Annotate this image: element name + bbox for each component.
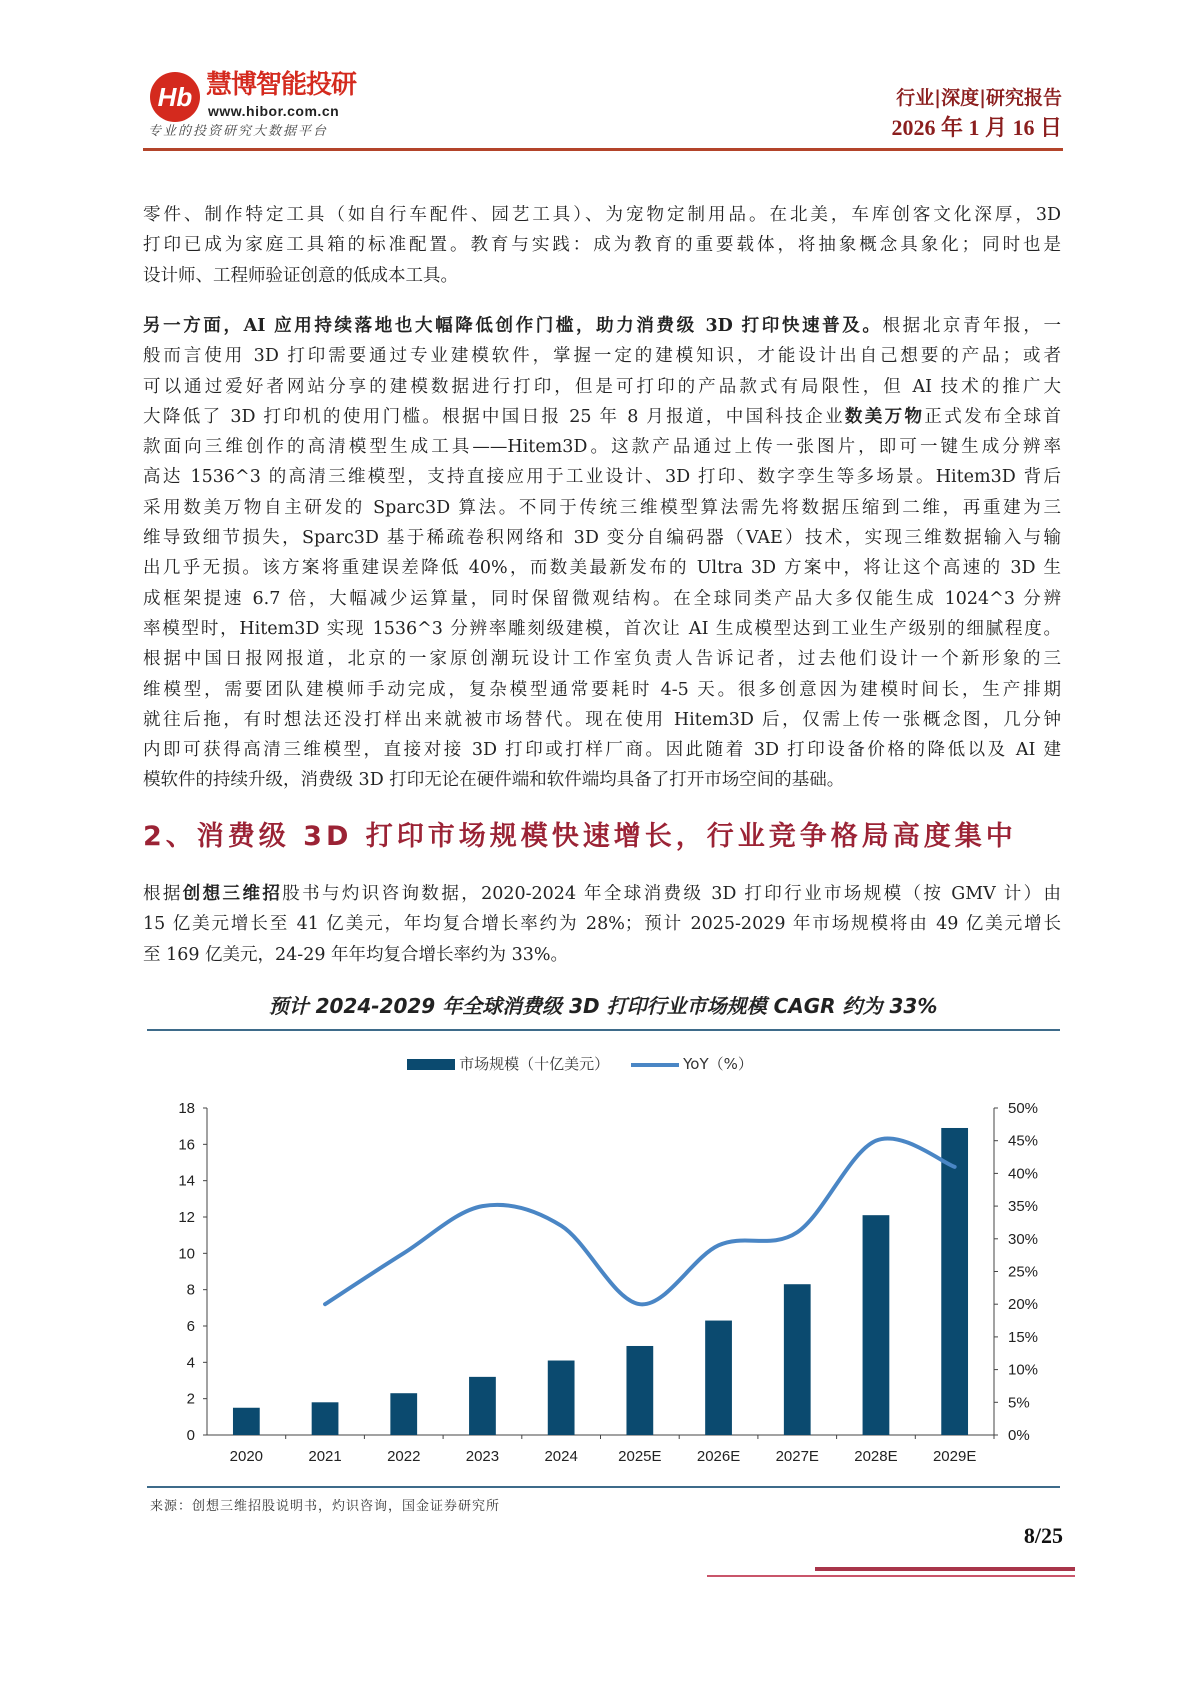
text-segment: 正式发布全球首 bbox=[924, 406, 1062, 427]
logo-mark: Hb bbox=[157, 81, 193, 112]
y-tick-label: 8 bbox=[186, 1281, 195, 1299]
text-segment: 设计师、工程师验证创意的低成本工具。 bbox=[143, 265, 458, 286]
chart-bottom-rule bbox=[147, 1486, 1060, 1488]
text-segment: 零件、制作特定工具（如自行车配件、园艺工具）、为宠物定制用品。在北美，车库创客文化深厚，3D bbox=[143, 205, 1061, 225]
x-tick-label: 2028E bbox=[854, 1448, 898, 1465]
y2-tick-label: 30% bbox=[1008, 1230, 1039, 1248]
y-tick-label: 2 bbox=[186, 1390, 195, 1408]
bar-2024 bbox=[548, 1361, 575, 1435]
y-tick-label: 12 bbox=[178, 1209, 195, 1226]
text-segment: 股书与灼识咨询数据，2020-2024 年全球消费级 3D 打印行业市场规模（按 GMV 计）由 bbox=[282, 884, 1062, 904]
bar-2020 bbox=[233, 1408, 260, 1435]
brand-site[interactable]: www.hibor.com.cn bbox=[208, 103, 340, 119]
x-tick-label: 2021 bbox=[308, 1448, 342, 1465]
text-segment: 采用数美万物自主研发的 Sparc3D 算法。不同于传统三维模型算法需先将数据压缩到二维，再重建为三 bbox=[143, 497, 1061, 518]
text-segment: 般而言使用 3D 打印需要通过专业建模软件，掌握一定的建模知识，才能设计出自己想要的产品；或者 bbox=[143, 346, 1061, 367]
brand-tagline: 专业的投资研究大数据平台 bbox=[148, 124, 329, 139]
text-segment: 模软件的持续升级，消费级 3D 打印无论在硬件端和软件端均具备了打开市场空间的基础。 bbox=[143, 770, 845, 791]
y2-tick-label: 15% bbox=[1008, 1328, 1039, 1346]
chart-source: 来源：创想三维招股说明书，灼识咨询，国金证券研究所 bbox=[150, 1499, 501, 1514]
report-type: 行业|深度|研究报告 bbox=[896, 87, 1062, 109]
y2-tick-label: 10% bbox=[1008, 1361, 1039, 1379]
text-segment: 高达 1536^3 的高清三维模型，支持直接应用于工业设计、3D 打印、数字孪生等多场景。Hitem3D 背后 bbox=[143, 467, 1061, 488]
text-segment: 内即可获得高清三维模型，直接对接 3D 打印或打样厂商。因此随着 3D 打印设备价格的降低以及 AI 建 bbox=[143, 740, 1061, 761]
brand-name: 慧博智能投研 bbox=[206, 70, 357, 100]
bold-text: 创想三维招 bbox=[182, 884, 283, 904]
footer-line-thin bbox=[707, 1575, 1075, 1577]
text-segment: 维模型，需要团队建模师手动完成，复杂模型通常要耗时 4-5 天。很多创意因为建模时间长，生产排期 bbox=[143, 679, 1061, 700]
footer-line-thick bbox=[815, 1567, 1075, 1571]
y2-tick-label: 45% bbox=[1008, 1132, 1039, 1150]
text-segment: 款面向三维创作的高清模型生成工具——Hitem3D。这款产品通过上传一张图片，即可一键生成分辨率 bbox=[143, 437, 1061, 458]
legend-bar-label: 市场规模（十亿美元） bbox=[459, 1055, 610, 1073]
x-tick-label: 2022 bbox=[387, 1448, 421, 1465]
y2-tick-label: 35% bbox=[1008, 1198, 1039, 1216]
bar-2027E bbox=[784, 1284, 811, 1435]
section-heading: 2、消费级 3D 打印市场规模快速增长，行业竞争格局高度集中 bbox=[143, 821, 1017, 852]
x-tick-label: 2024 bbox=[544, 1448, 578, 1465]
legend-line-label: YoY（%） bbox=[683, 1055, 753, 1073]
y2-tick-label: 25% bbox=[1008, 1263, 1039, 1281]
bold-text: 另一方面，AI 应用持续落地也大幅降低创作门槛，助力消费级 3D 打印快速普及。 bbox=[143, 316, 883, 336]
y-tick-label: 14 bbox=[178, 1172, 195, 1190]
bar-2029E bbox=[941, 1128, 968, 1435]
bar-2021 bbox=[312, 1402, 339, 1435]
y-tick-label: 6 bbox=[186, 1318, 195, 1335]
page-number: 8/25 bbox=[1023, 1523, 1063, 1548]
x-tick-label: 2025E bbox=[618, 1448, 662, 1465]
report-date: 2026 年 1 月 16 日 bbox=[891, 115, 1062, 140]
bar-2022 bbox=[390, 1393, 417, 1435]
text-segment: 根据中国日报网报道，北京的一家原创潮玩设计工作室负责人告诉记者，过去他们设计一个新形象的三 bbox=[143, 649, 1061, 670]
bar-2028E bbox=[863, 1215, 890, 1435]
text-segment: 就往后拖，有时想法还没打样出来就被市场替代。现在使用 Hitem3D 后，仅需上传一张概念图，几分钟 bbox=[143, 709, 1061, 730]
x-tick-label: 2027E bbox=[775, 1448, 819, 1465]
text-segment: 维导致细节损失，Sparc3D 基于稀疏卷积网络和 3D 变分自编码器（VAE）技术，实现三维数据输入与输 bbox=[143, 528, 1061, 549]
x-tick-label: 2023 bbox=[465, 1448, 500, 1465]
y-tick-label: 16 bbox=[178, 1136, 195, 1154]
text-segment: 成框架提速 6.7 倍，大幅减少运算量，同时保留微观结构。在全球同类产品大多仅能生成 1024^3 分辨 bbox=[143, 588, 1061, 609]
y2-tick-label: 40% bbox=[1008, 1165, 1039, 1183]
bar-2025E bbox=[626, 1346, 653, 1435]
text-segment: 根据 bbox=[143, 884, 183, 904]
y-tick-label: 10 bbox=[178, 1245, 195, 1263]
y2-tick-label: 50% bbox=[1008, 1100, 1039, 1117]
yoy-line bbox=[325, 1138, 955, 1304]
bar-2026E bbox=[705, 1321, 732, 1435]
y2-tick-label: 5% bbox=[1008, 1394, 1030, 1412]
x-tick-label: 2029E bbox=[932, 1448, 977, 1465]
bar-2023 bbox=[469, 1377, 496, 1435]
y-tick-label: 0 bbox=[186, 1427, 195, 1444]
text-segment: 根据北京青年报，一 bbox=[882, 316, 1061, 336]
bold-text: 数美万物 bbox=[844, 406, 925, 427]
text-segment: 出几乎无损。该方案将重建误差降低 40%，而数美最新发布的 Ultra 3D 方案中，将让这个高速的 3D 生 bbox=[143, 558, 1061, 579]
text-segment: 大降低了 3D 打印机的使用门槛。根据中国日报 25 年 8 月报道，中国科技企业 bbox=[143, 406, 845, 427]
chart-title: 预计 2024-2029 年全球消费级 3D 打印行业市场规模 CAGR 约为 33% bbox=[268, 994, 938, 1018]
text-segment: 至 169 亿美元，24-29 年年均复合增长率约为 33%。 bbox=[143, 944, 568, 965]
text-segment: 可以通过爱好者网站分享的建模数据进行打印，但是可打印的产品款式有局限性，但 AI 技术的推广大 bbox=[143, 376, 1061, 397]
x-tick-label: 2026E bbox=[696, 1448, 741, 1465]
text-segment: 打印已成为家庭工具箱的标准配置。教育与实践：成为教育的重要载体，将抽象概念具象化；同时也是 bbox=[143, 235, 1061, 256]
x-tick-label: 2020 bbox=[229, 1448, 264, 1465]
y-tick-label: 4 bbox=[186, 1354, 195, 1372]
text-segment: 率模型时，Hitem3D 实现 1536^3 分辨率雕刻级建模，首次让 AI 生成模型达到工业生产级别的细腻程度。 bbox=[143, 618, 1061, 639]
y2-tick-label: 0% bbox=[1008, 1427, 1030, 1444]
y-tick-label: 18 bbox=[178, 1100, 195, 1117]
y2-tick-label: 20% bbox=[1008, 1296, 1039, 1314]
text-segment: 15 亿美元增长至 41 亿美元，年均复合增长率约为 28%；预计 2025-2029 年市场规模将由 49 亿美元增长 bbox=[143, 914, 1061, 935]
